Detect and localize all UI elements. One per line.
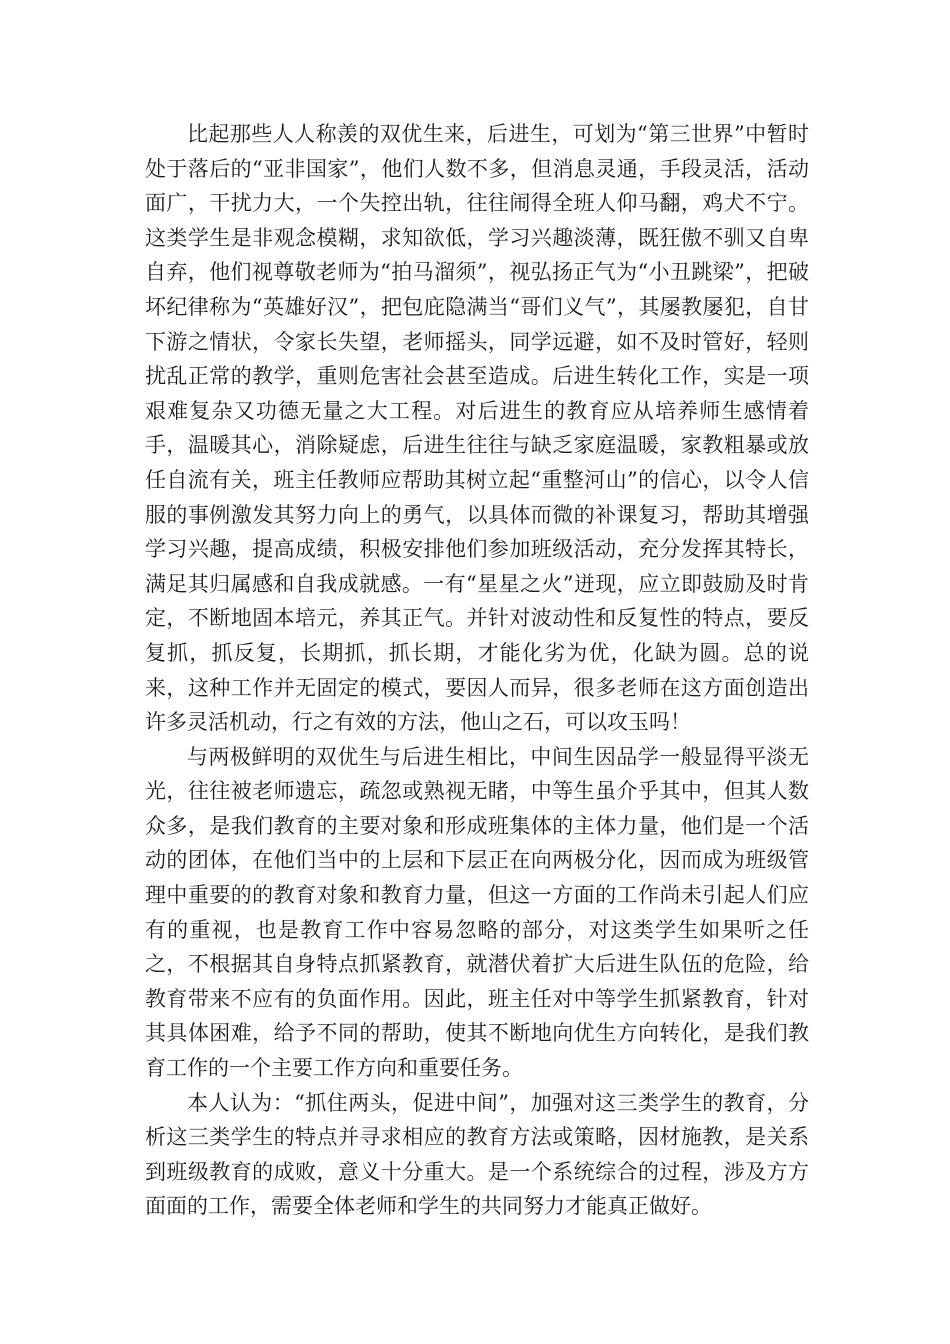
paragraph-middle-students: 与两极鲜明的双优生与后进生相比，中间生因品学一般显得平淡无光，往往被老师遗忘，疏忽或熟视无睹，中等生虽介乎其中，但其人数众多，是我们教育的主要对象和形成班集体的主体力量，他们是一个活动的团体，在他们当中的上层和下层正在向两极分化，因而成为班级管理中重要的的教育对象和教育力量，但这一方面的工作尚未引起人们应有的重视，也是教育工作中容易忽略的部分，对这类学生如果听之任之，不根据其自身特点抓紧教育，就潜伏着扩大后进生队伍的危险，给教育带来不应有的负面作用。因此，班主任对中等学生抓紧教育，针对其具体困难，给予不同的帮助，使其不断地向优生方向转化，是我们教育工作的一个主要工作方向和重要任务。 (145, 744, 809, 1081)
paragraph-underachievers: 比起那些人人称羡的双优生来，后进生，可划为“第三世界”中暂时处于落后的“亚非国家”，他们人数不多，但消息灵通，手段灵活，活动面广，干扰力大，一个失控出轨，往往闹得全班人仰马翻，鸡犬不宁。这类学生是非观念模糊，求知欲低，学习兴趣淡薄，既狂傲不驯又自卑自弃，他们视尊敬老师为“拍马溜须”，视弘扬正气为“小丑跳梁”，把破坏纪律称为“英雄好汉”，把包庇隐满当“哥们义气”，其屡教屡犯，自甘下游之情状，令家长失望，老师摇头，同学远避，如不及时管好，轻则扰乱正常的教学，重则危害社会甚至造成。后进生转化工作，实是一项艰难复杂又功德无量之大工程。对后进生的教育应从培养师生感情着手，温暖其心，消除疑虑，后进生往往与缺乏家庭温暖，家教粗暴或放任自流有关，班主任教师应帮助其树立起“重整河山”的信心，以令人信服的事例激发其努力向上的勇气，以具体而微的补课复习，帮助其增强学习兴趣，提高成绩，积极安排他们参加班级活动，充分发挥其特长，满足其归属感和自我成就感。一有“星星之火”迸现，应立即鼓励及时肯定，不断地固本培元，养其正气。并针对波动性和反复性的特点，要反复抓，抓反复，长期抓，抓长期，才能化劣为优，化缺为圆。总的说来，这种工作并无固定的模式，要因人而异，很多老师在这方面创造出许多灵活机动，行之有效的方法，他山之石，可以攻玉吗！ (145, 122, 809, 735)
body-text (145, 117, 809, 1224)
paragraph-conclusion: 本人认为：“抓住两头，促进中间”，加强对这三类学生的教育，分析这三类学生的特点并寻求相应的教育方法或策略，因材施教，是关系到班级教育的成败，意义十分重大。是一个系统综合的过程，涉及方方面面的工作，需要全体老师和学生的共同努力才能真正做好。 (145, 1090, 809, 1219)
